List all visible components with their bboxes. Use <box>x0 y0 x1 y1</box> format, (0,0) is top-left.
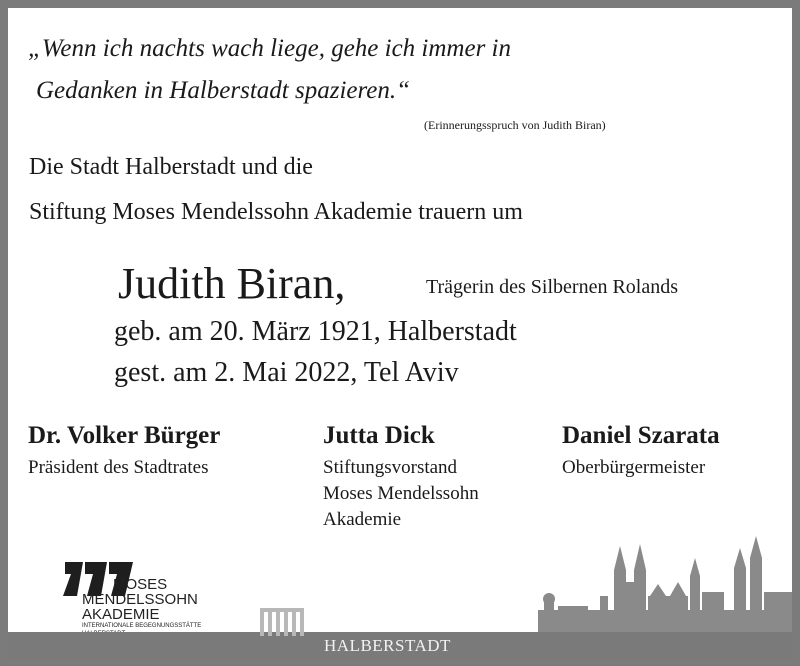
signatory-name: Dr. Volker Bürger <box>28 422 221 449</box>
deceased-honor: Trägerin des Silbernen Rolands <box>426 276 679 298</box>
signatory-role: Stiftungsvorstand <box>323 457 458 478</box>
signatory-role: Akademie <box>323 509 402 530</box>
halberstadt-skyline-image <box>538 536 792 632</box>
intro-line-1: Die Stadt Halberstadt und die <box>29 154 313 180</box>
footer-city-label: HALBERSTADT <box>324 636 451 655</box>
death-line: gest. am 2. Mai 2022, Tel Aviv <box>114 357 459 388</box>
logo-line-4: INTERNATIONALE BEGEGNUNGSSTÄTTE <box>82 623 202 629</box>
quote-line-1: „Wenn ich nachts wach liege, gehe ich immer in <box>28 35 512 62</box>
quote-source: (Erinnerungsspruch von Judith Biran) <box>424 118 606 132</box>
obituary-card <box>8 8 792 658</box>
signatory-role: Präsident des Stadtrates <box>28 457 209 478</box>
gate-columns-graphic <box>260 606 308 636</box>
intro-line-2: Stiftung Moses Mendelssohn Akademie trauern um <box>29 199 523 225</box>
signatory-role: Moses Mendelssohn <box>323 483 479 504</box>
signatory-name: Daniel Szarata <box>562 422 720 449</box>
logo-line-2: MENDELSSOHN <box>82 591 198 608</box>
logo-line-1: MOSES <box>113 576 168 593</box>
deceased-name: Judith Biran, <box>118 259 346 308</box>
birth-line: geb. am 20. März 1921, Halberstadt <box>114 316 517 347</box>
logo-line-3: AKADEMIE <box>82 606 160 623</box>
quote-line-2: Gedanken in Halberstadt spazieren.“ <box>36 77 411 104</box>
signatory-role: Oberbürgermeister <box>562 457 706 478</box>
signatory-name: Jutta Dick <box>323 422 435 449</box>
